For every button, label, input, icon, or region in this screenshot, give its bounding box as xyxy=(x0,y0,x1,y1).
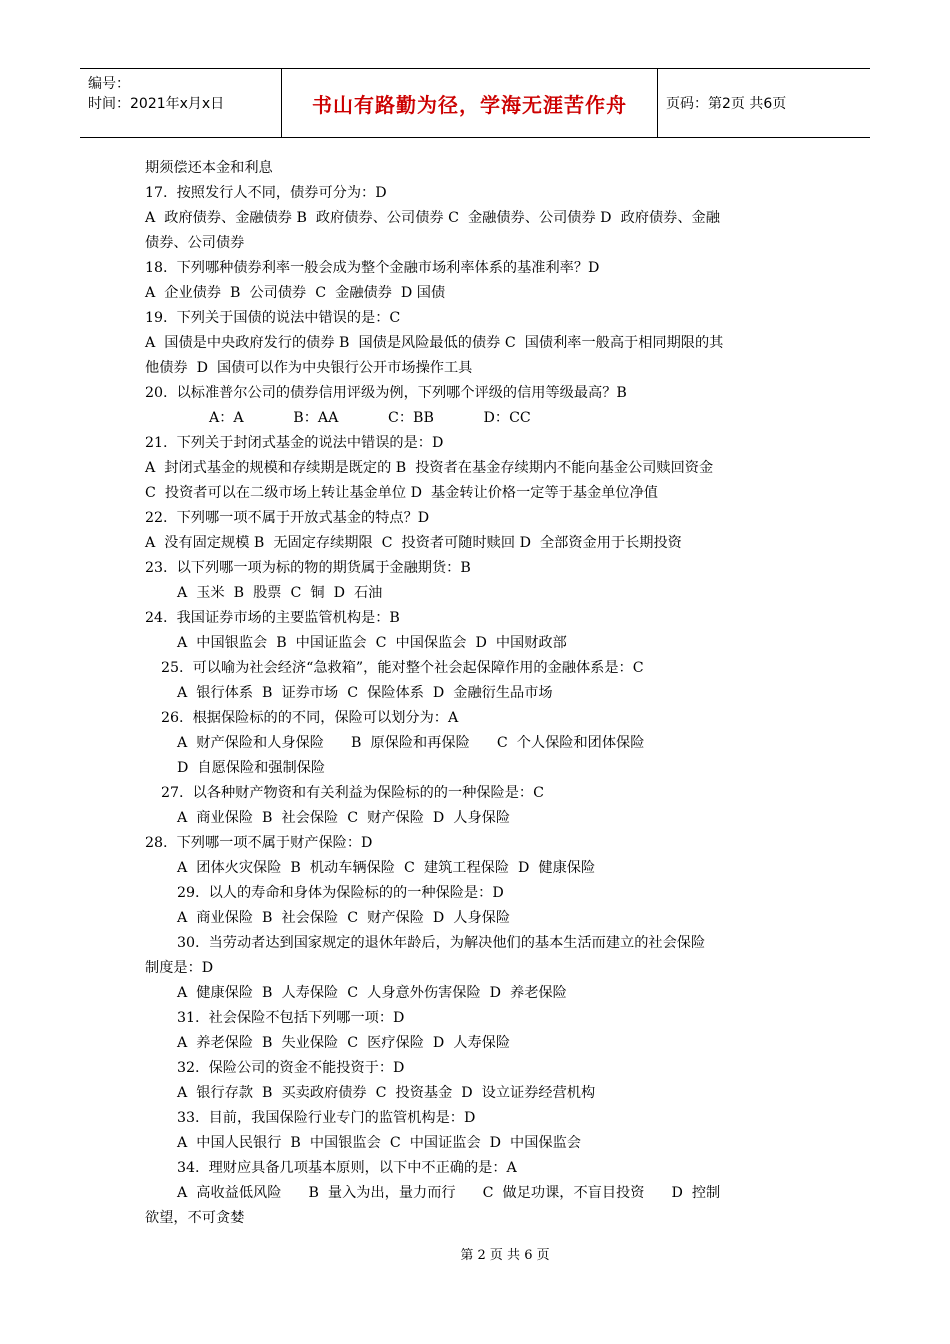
page-header xyxy=(80,68,870,138)
text-line: 34. 理财应具备几项基本原则，以下中不正确的是：A xyxy=(177,1160,517,1176)
text-line: D 自愿保险和强制保险 xyxy=(177,760,326,776)
text-line: 31. 社会保险不包括下列哪一项：D xyxy=(177,1010,405,1026)
text-line: 制度是：D xyxy=(145,960,214,976)
text-line: 30. 当劳动者达到国家规定的退休年龄后，为解决他们的基本生活而建立的社会保险 xyxy=(177,935,706,951)
text-line: A 养老保险 B 失业保险 C 医疗保险 D 人寿保险 xyxy=(177,1035,511,1051)
text-line: 债券、公司债券 xyxy=(145,235,245,251)
text-line: 21. 下列关于封闭式基金的说法中错误的是：D xyxy=(145,435,444,451)
text-line: 17. 按照发行人不同，债券可分为：D xyxy=(145,185,387,201)
text-line: 期须偿还本金和利息 xyxy=(145,160,273,176)
text-line: 32. 保险公司的资金不能投资于：D xyxy=(177,1060,405,1076)
text-line: A 商业保险 B 社会保险 C 财产保险 D 人身保险 xyxy=(177,910,511,926)
text-line: A 中国人民银行 B 中国银监会 C 中国证监会 D 中国保监会 xyxy=(177,1135,581,1151)
text-line: A 健康保险 B 人寿保险 C 人身意外伤害保险 D 养老保险 xyxy=(177,985,567,1001)
header-meta-cell xyxy=(80,69,282,137)
text-line: 22. 下列哪一项不属于开放式基金的特点？D xyxy=(145,510,430,526)
text-line: A 企业债券 B 公司债券 C 金融债券 D 国债 xyxy=(145,285,446,301)
text-line: 19. 下列关于国债的说法中错误的是：C xyxy=(145,310,401,326)
footer-page-number: 第 2 页 共 6 页 xyxy=(460,1248,550,1263)
text-line: A 银行存款 B 买卖政府债券 C 投资基金 D 设立证券经营机构 xyxy=(177,1085,596,1101)
text-line: 25. 可以喻为社会经济“急救箱”，能对整个社会起保障作用的金融体系是：C xyxy=(161,660,644,676)
text-line: 33. 目前，我国保险行业专门的监管机构是：D xyxy=(177,1110,476,1126)
text-line: A 政府债券、金融债券 B 政府债券、公司债券 C 金融债券、公司债券 D 政府债券、金融 xyxy=(145,210,720,226)
text-line: 23. 以下列哪一项为标的物的期货属于金融期货：B xyxy=(145,560,471,576)
text-line: A 封闭式基金的规模和存续期是既定的 B 投资者在基金存续期内不能向基金公司赎回资金 xyxy=(145,460,714,476)
page-footer xyxy=(0,1244,950,1263)
text-line: A 银行体系 B 证券市场 C 保险体系 D 金融衍生品市场 xyxy=(177,685,553,701)
text-line: 27. 以各种财产物资和有关利益为保险标的的一种保险是：C xyxy=(161,785,544,801)
text-line: 18. 下列哪种债券利率一般会成为整个金融市场利率体系的基准利率？D xyxy=(145,260,600,276)
text-line: C 投资者可以在二级市场上转让基金单位 D 基金转让价格一定等于基金单位净值 xyxy=(145,485,658,501)
text-line: 26. 根据保险标的的不同，保险可以划分为：A xyxy=(161,710,459,726)
text-line: A 国债是中央政府发行的债券 B 国债是风险最低的债券 C 国债利率一般高于相同期限的其 xyxy=(145,335,724,351)
text-line: A 玉米 B 股票 C 铜 D 石油 xyxy=(177,585,383,601)
text-line: A 商业保险 B 社会保险 C 财产保险 D 人身保险 xyxy=(177,810,511,826)
text-line: A 中国银监会 B 中国证监会 C 中国保监会 D 中国财政部 xyxy=(177,635,567,651)
text-line: A 没有固定规模 B 无固定存续期限 C 投资者可随时赎回 D 全部资金用于长期投资 xyxy=(145,535,682,551)
text-line: A：A B：AA C：BB D：CC xyxy=(209,410,531,426)
text-line: 他债券 D 国债可以作为中央银行公开市场操作工具 xyxy=(145,360,473,376)
header-page-info: 页码：第2页 共6页 xyxy=(666,96,787,112)
header-motto: 书山有路勤为径，学海无涯苦作舟 xyxy=(312,92,627,117)
text-line: 28. 下列哪一项不属于财产保险：D xyxy=(145,835,373,851)
text-line: 20. 以标准普尔公司的债券信用评级为例，下列哪个评级的信用等级最高？B xyxy=(145,385,627,401)
text-line: 欲望，不可贪婪 xyxy=(145,1210,245,1226)
document-number-label: 编号： xyxy=(88,76,130,92)
document-body xyxy=(145,156,810,1231)
header-motto-cell xyxy=(282,69,658,137)
text-line: A 高收益低风险 B 量入为出，量力而行 C 做足功课，不盲目投资 D 控制 xyxy=(177,1185,721,1201)
text-line: 29. 以人的寿命和身体为保险标的的一种保险是：D xyxy=(177,885,504,901)
document-date: 时间：2021年x月x日 xyxy=(88,96,225,112)
text-line: 24. 我国证券市场的主要监管机构是：B xyxy=(145,610,400,626)
text-line: A 团体火灾保险 B 机动车辆保险 C 建筑工程保险 D 健康保险 xyxy=(177,860,596,876)
text-line: A 财产保险和人身保险 B 原保险和再保险 C 个人保险和团体保险 xyxy=(177,735,645,751)
header-page-cell xyxy=(658,69,878,137)
